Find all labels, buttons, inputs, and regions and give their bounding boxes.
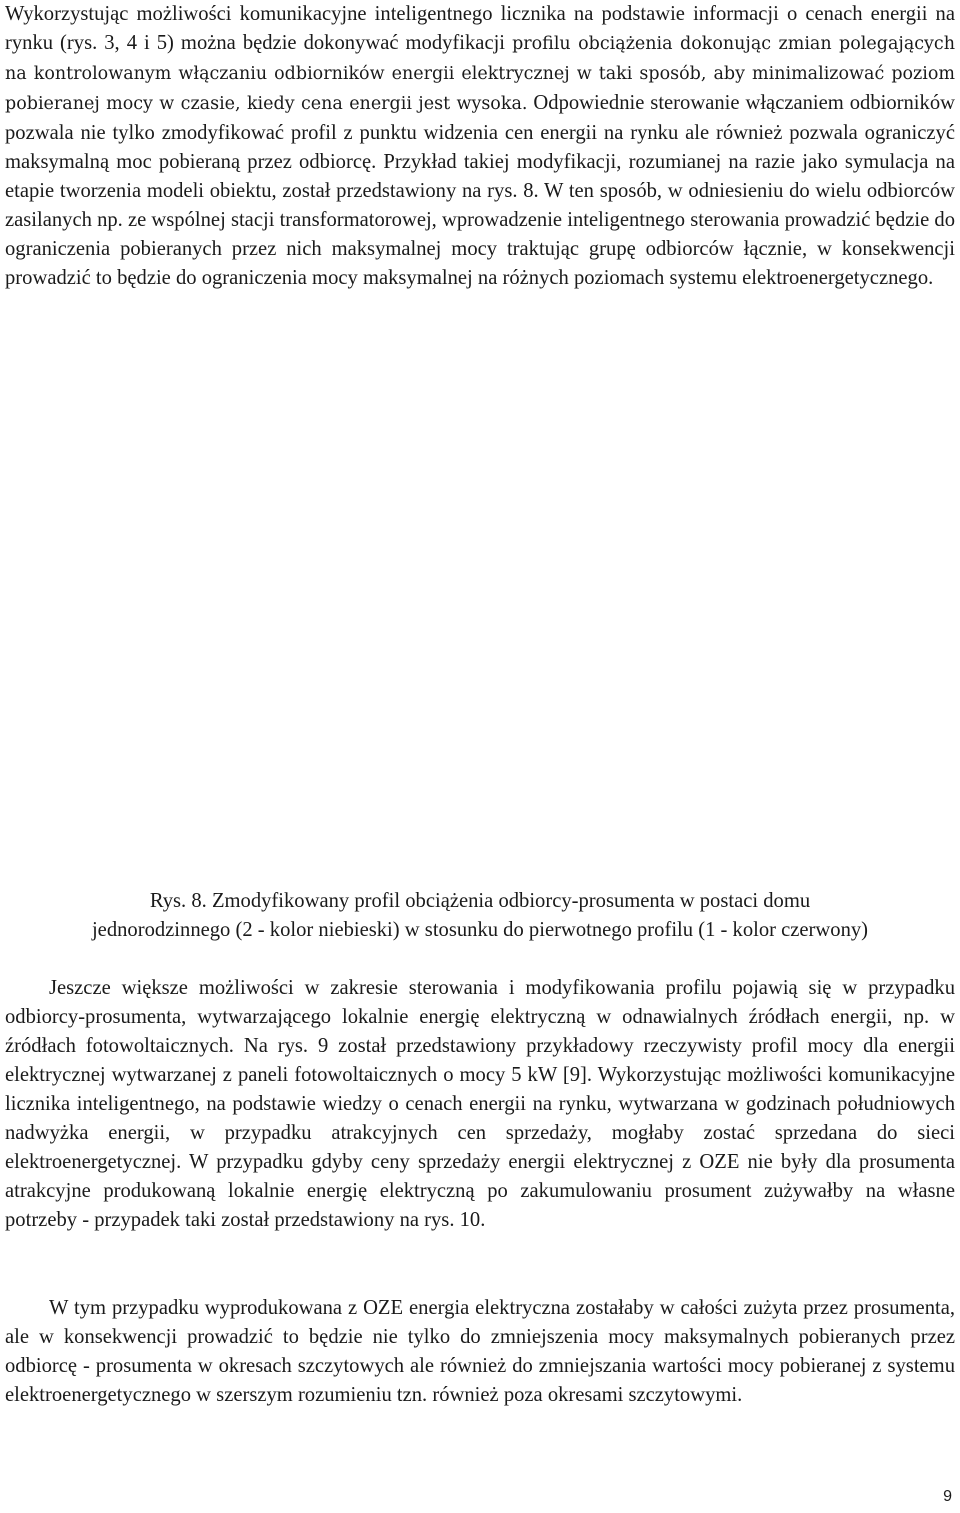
paragraph-3: W tym przypadku wyprodukowana z OZE energia elektryczna zostałaby w całości zużyta przez prosumenta, ale w konsekwencji prowadzić to będzie nie tylko do zmniejszenia mocy maksymalnych pobieranych przez odbiorcę - prosumenta w okresach szczytowych ale również do zmniejszania wartości mocy pobieranej z systemu elektroenergetycznego w szerszym rozumieniu tzn. również poza okresami szczytowymi.: [5, 1297, 955, 1406]
page-number: 9: [943, 1488, 952, 1505]
caption-line-1: Rys. 8. Zmodyfikowany profil obciążenia odbiorcy-prosumenta w postaci domu: [149, 890, 811, 912]
paragraph-1-part-2: profilu obciążenia dokonując zmian polegających na kontrolowanym włączaniu odbiorników energii elektrycznej w taki sposób, aby minimalizować poziom pobieranej mocy w czasie, kiedy cena energii jest wysoka.: [5, 34, 956, 114]
paragraph-1: [5, 0, 955, 293]
paragraph-1-part-1: Wykorzystując możliwości komunikacyjne inteligentnego licznika na podstawie informacji o cenach energii na rynku (rys. 3, 4 i 5) można będzie dokonywać modyfikacji: [5, 3, 955, 54]
paragraph-2: Jeszcze większe możliwości w zakresie sterowania i modyfikowania profilu pojawią się w przypadku odbiorcy-prosumenta, wytwarzającego lokalnie energię elektryczną w odnawialnych źródłach energii, np. w źródłach fotowoltaicznych. Na rys. 9 został przedstawiony przykładowy rzeczywisty profil mocy dla energii elektrycznej wytwarzanej z paneli fotowoltaicznych o mocy 5 kW [9]. Wykorzystując możliwości komunikacyjne licznika inteligentnego, na podstawie wiedzy o cenach energii na rynku, wytwarzana w godzinach południowych nadwyżka energii, w przypadku atrakcyjnych cen sprzedaży, mogłaby zostać sprzedana do sieci elektroenergetycznej. W przypadku gdyby ceny sprzedaży energii elektrycznej z OZE nie były dla prosumenta atrakcyjne produkowaną lokalnie energię elektryczną po zakumulowaniu prosument zużywałby na własne potrzeby - przypadek taki został przedstawiony na rys. 10.: [5, 977, 955, 1231]
load-profile-chart: [110, 398, 850, 858]
caption-line-2: jednorodzinnego (2 - kolor niebieski) w stosunku do pierwotnego profilu (1 - kolor czerwony): [91, 919, 869, 941]
paragraph-1-part-4: Przykład takiej modyfikacji, rozumianej na razie jako symulacja na etapie tworzenia modeli obiektu, został przedstawiony na rys. 8. W ten sposób, w odniesieniu do wielu odbiorców zasilanych np. ze wspólnej stacji transformatorowej, wprowadzenie inteligentnego sterowania prowadzić będzie do ograniczenia pobieranych przez nich maksymalnej mocy traktując grupę odbiorców łącznie, w konsekwencji prowadzić to będzie do ograniczenia mocy maksymalnej na różnych poziomach systemu elektroenergetycznego.: [5, 151, 955, 289]
figure-caption: [5, 887, 955, 945]
paragraph-1-part-3: Odpowiednie sterowanie włączaniem odbiorników pozwala nie tylko zmodyfikować profil z punktu widzenia cen energii na rynku ale również pozwala ograniczyć maksymalną moc pobieraną przez odbiorcę.: [5, 92, 955, 173]
